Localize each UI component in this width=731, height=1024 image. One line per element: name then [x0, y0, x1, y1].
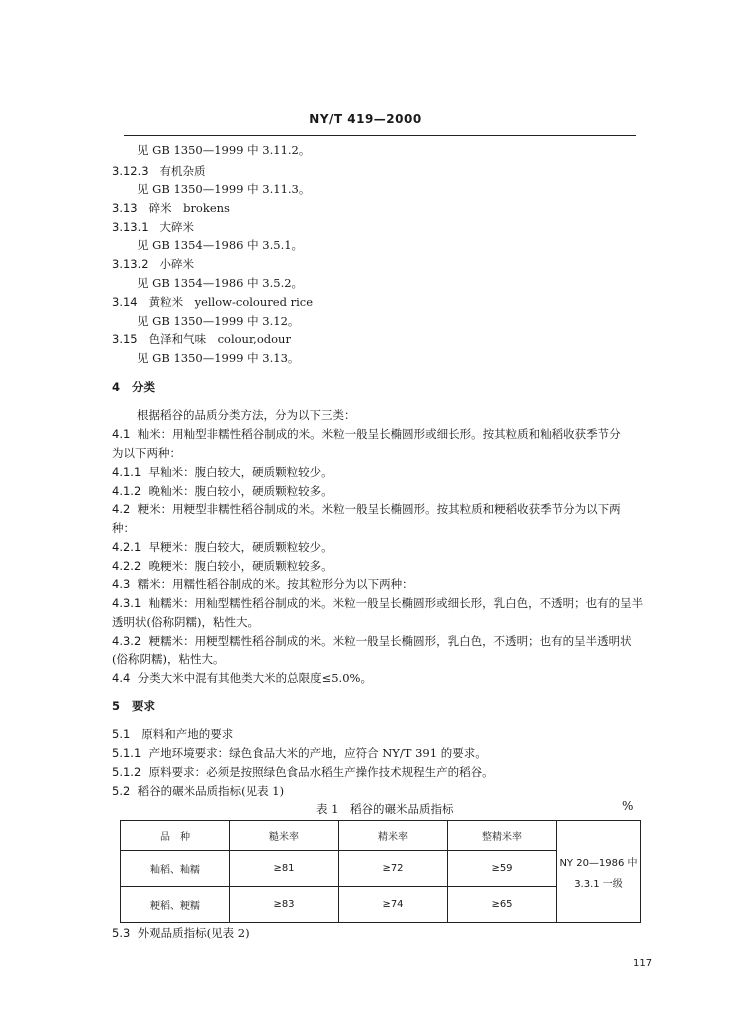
clause-heading: 3.12.3 有机杂质 [112, 164, 206, 178]
standard-header: NY/T 419—2000 [309, 112, 422, 126]
clause-text: 5.1.1 产地环境要求：绿色食品大米的产地，应符合 NY/T 391 的要求。 [112, 746, 487, 760]
table-cell: ≥72 [339, 851, 448, 887]
quality-table [120, 820, 641, 923]
table-caption: 表 1 稻谷的碾米品质指标 [316, 802, 454, 816]
clause-text: 4.1 籼米：用籼型非糯性稻谷制成的米。米粒一般呈长椭圆形或细长形。按其粒质和籼稻收获季节分 [112, 427, 621, 441]
clause-heading: 3.15 色泽和气味 colour,odour [112, 332, 291, 346]
clause-heading: 3.13.2 小碎米 [112, 257, 195, 271]
clause-text: 4.2 粳米：用粳型非糯性稻谷制成的米。米粒一般呈长椭圆形。按其粒质和粳稻收获季节分为以下两 [112, 502, 621, 516]
text-line: 见 GB 1354—1986 中 3.5.1。 [137, 238, 304, 252]
table-note-cell [557, 821, 641, 923]
text-line: 见 GB 1354—1986 中 3.5.2。 [137, 276, 304, 290]
text-line: (俗称阴糯)，粘性大。 [112, 652, 225, 666]
clause-heading: 3.14 黄粒米 yellow-coloured rice [112, 295, 314, 309]
clause-heading: 5.1 原料和产地的要求 [112, 727, 234, 741]
section-heading: 4 分类 [112, 380, 156, 394]
text-line: 根据稻谷的品质分类方法，分为以下三类： [137, 408, 356, 422]
clause-text: 5.3 外观品质指标(见表 2) [112, 926, 250, 940]
table-cell: ≥74 [339, 887, 448, 923]
table-cell: ≥59 [448, 851, 557, 887]
text-line: 为以下两种： [112, 446, 181, 460]
table-note-line: NY 20—1986 中 [559, 857, 638, 869]
table-header-cell: 精米率 [339, 821, 448, 851]
clause-text: 4.3.2 粳糯米：用粳型糯性稻谷制成的米。米粒一般呈长椭圆形，乳白色，不透明；也有的呈半透明状 [112, 634, 632, 648]
clause-text: 4.3 糯米：用糯性稻谷制成的米。按其粒形分为以下两种： [112, 577, 414, 591]
header-rule [124, 135, 636, 136]
section-heading: 5 要求 [112, 699, 156, 713]
clause-text: 5.1.2 原料要求：必须是按照绿色食品水稻生产操作技术规程生产的稻谷。 [112, 765, 494, 779]
table-cell: ≥81 [230, 851, 339, 887]
clause-text: 4.2.2 晚粳米：腹白较小，硬质颗粒较多。 [112, 559, 333, 573]
table-note-line: 3.3.1 一级 [574, 878, 623, 890]
text-line: 见 GB 1350—1999 中 3.11.3。 [137, 182, 311, 196]
clause-text: 4.1.2 晚籼米：腹白较小，硬质颗粒较多。 [112, 484, 333, 498]
page-number: 117 [633, 958, 653, 969]
table-header-cell: 整精米率 [448, 821, 557, 851]
clause-text: 4.3.1 籼糯米：用籼型糯性稻谷制成的米。米粒一般呈长椭圆形或细长形，乳白色，不透明；也有的呈半 [112, 596, 644, 610]
text-line: 见 GB 1350—1999 中 3.11.2。 [137, 143, 311, 157]
table-header-row [121, 821, 641, 851]
clause-text: 4.2.1 早粳米：腹白较大，硬质颗粒较少。 [112, 540, 333, 554]
table-cell: 粳稻、粳糯 [121, 887, 230, 923]
clause-text: 4.4 分类大米中混有其他类大米的总限度≤5.0%。 [112, 671, 372, 685]
table-unit: % [622, 799, 634, 813]
clause-heading: 3.13.1 大碎米 [112, 220, 195, 234]
clause-text: 4.1.1 早籼米：腹白较大，硬质颗粒较少。 [112, 465, 333, 479]
text-line: 种： [112, 521, 135, 535]
text-line: 见 GB 1350—1999 中 3.13。 [137, 351, 300, 365]
clause-text: 5.2 稻谷的碾米品质指标(见表 1) [112, 784, 285, 798]
clause-heading: 3.13 碎米 brokens [112, 201, 230, 215]
table-header-cell: 糙米率 [230, 821, 339, 851]
table-cell: ≥65 [448, 887, 557, 923]
text-line: 见 GB 1350—1999 中 3.12。 [137, 314, 300, 328]
text-line: 透明状(俗称阴糯)，粘性大。 [112, 615, 259, 629]
table-header-cell: 品 种 [121, 821, 230, 851]
table-cell: 籼稻、籼糯 [121, 851, 230, 887]
table-cell: ≥83 [230, 887, 339, 923]
